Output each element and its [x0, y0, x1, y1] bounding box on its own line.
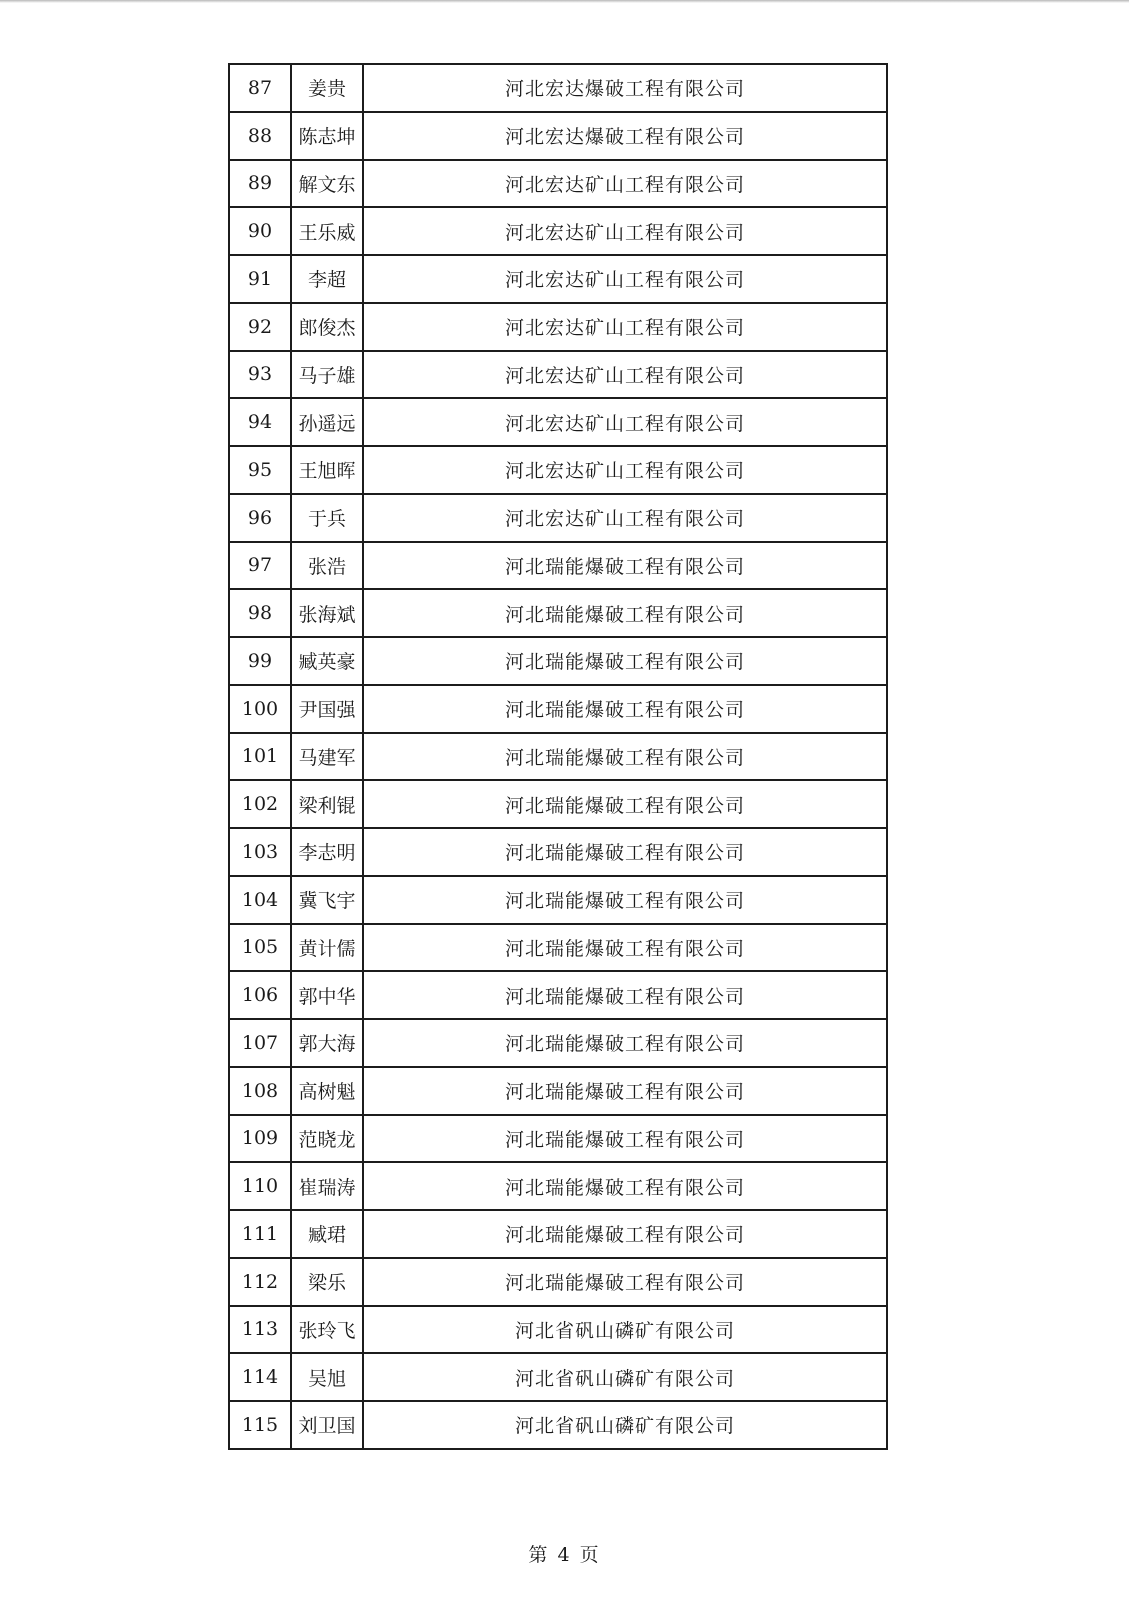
company-name: 河北省矾山磷矿有限公司	[363, 1353, 887, 1401]
person-name: 刘卫国	[291, 1401, 363, 1449]
row-number: 95	[229, 446, 291, 494]
row-number: 92	[229, 303, 291, 351]
table-row	[229, 112, 887, 160]
row-number: 104	[229, 876, 291, 924]
row-number: 94	[229, 398, 291, 446]
person-name: 王乐威	[291, 207, 363, 255]
page-number: 第 4 页	[528, 1544, 601, 1566]
company-name: 河北宏达矿山工程有限公司	[363, 398, 887, 446]
row-number: 103	[229, 828, 291, 876]
table-row	[229, 1401, 887, 1449]
person-name: 尹国强	[291, 685, 363, 733]
table-row	[229, 876, 887, 924]
table-row	[229, 542, 887, 590]
person-name: 梁乐	[291, 1258, 363, 1306]
person-name: 解文东	[291, 160, 363, 208]
table-row	[229, 398, 887, 446]
person-name: 王旭晖	[291, 446, 363, 494]
table-row	[229, 303, 887, 351]
table-row	[229, 351, 887, 399]
row-number: 88	[229, 112, 291, 160]
company-name: 河北瑞能爆破工程有限公司	[363, 1067, 887, 1115]
company-name: 河北宏达矿山工程有限公司	[363, 494, 887, 542]
person-name: 于兵	[291, 494, 363, 542]
company-name: 河北瑞能爆破工程有限公司	[363, 780, 887, 828]
row-number: 115	[229, 1401, 291, 1449]
person-name: 马建军	[291, 733, 363, 781]
table-row	[229, 1210, 887, 1258]
roster-table	[228, 63, 888, 1450]
company-name: 河北宏达爆破工程有限公司	[363, 112, 887, 160]
row-number: 111	[229, 1210, 291, 1258]
table-row	[229, 685, 887, 733]
table-row	[229, 733, 887, 781]
person-name: 冀飞宇	[291, 876, 363, 924]
row-number: 90	[229, 207, 291, 255]
company-name: 河北瑞能爆破工程有限公司	[363, 733, 887, 781]
row-number: 91	[229, 255, 291, 303]
row-number: 106	[229, 971, 291, 1019]
company-name: 河北宏达矿山工程有限公司	[363, 446, 887, 494]
company-name: 河北宏达矿山工程有限公司	[363, 207, 887, 255]
person-name: 孙遥远	[291, 398, 363, 446]
person-name: 高树魁	[291, 1067, 363, 1115]
roster-body	[229, 64, 887, 1449]
person-name: 郭大海	[291, 1019, 363, 1067]
company-name: 河北瑞能爆破工程有限公司	[363, 828, 887, 876]
row-number: 108	[229, 1067, 291, 1115]
table-row	[229, 1353, 887, 1401]
row-number: 98	[229, 589, 291, 637]
person-name: 张海斌	[291, 589, 363, 637]
company-name: 河北瑞能爆破工程有限公司	[363, 971, 887, 1019]
company-name: 河北宏达矿山工程有限公司	[363, 255, 887, 303]
company-name: 河北宏达矿山工程有限公司	[363, 303, 887, 351]
row-number: 110	[229, 1162, 291, 1210]
table-row	[229, 494, 887, 542]
person-name: 陈志坤	[291, 112, 363, 160]
company-name: 河北瑞能爆破工程有限公司	[363, 685, 887, 733]
person-name: 郎俊杰	[291, 303, 363, 351]
company-name: 河北瑞能爆破工程有限公司	[363, 589, 887, 637]
company-name: 河北宏达矿山工程有限公司	[363, 160, 887, 208]
person-name: 黄计儒	[291, 924, 363, 972]
row-number: 96	[229, 494, 291, 542]
company-name: 河北省矾山磷矿有限公司	[363, 1401, 887, 1449]
company-name: 河北瑞能爆破工程有限公司	[363, 637, 887, 685]
table-row	[229, 971, 887, 1019]
table-row	[229, 924, 887, 972]
table-row	[229, 160, 887, 208]
table-row	[229, 1115, 887, 1163]
row-number: 105	[229, 924, 291, 972]
table-row	[229, 828, 887, 876]
person-name: 张玲飞	[291, 1306, 363, 1354]
row-number: 107	[229, 1019, 291, 1067]
row-number: 93	[229, 351, 291, 399]
person-name: 臧珺	[291, 1210, 363, 1258]
row-number: 100	[229, 685, 291, 733]
scan-edge	[0, 0, 1129, 3]
table-row	[229, 1019, 887, 1067]
table-row	[229, 1162, 887, 1210]
table-row	[229, 589, 887, 637]
person-name: 吴旭	[291, 1353, 363, 1401]
person-name: 崔瑞涛	[291, 1162, 363, 1210]
person-name: 马子雄	[291, 351, 363, 399]
table-row	[229, 64, 887, 112]
row-number: 112	[229, 1258, 291, 1306]
person-name: 姜贵	[291, 64, 363, 112]
person-name: 范晓龙	[291, 1115, 363, 1163]
person-name: 李超	[291, 255, 363, 303]
table-row	[229, 1306, 887, 1354]
company-name: 河北宏达爆破工程有限公司	[363, 64, 887, 112]
row-number: 102	[229, 780, 291, 828]
table-row	[229, 1258, 887, 1306]
person-name: 臧英豪	[291, 637, 363, 685]
company-name: 河北瑞能爆破工程有限公司	[363, 1162, 887, 1210]
row-number: 101	[229, 733, 291, 781]
row-number: 99	[229, 637, 291, 685]
company-name: 河北瑞能爆破工程有限公司	[363, 1210, 887, 1258]
company-name: 河北瑞能爆破工程有限公司	[363, 1115, 887, 1163]
table-row	[229, 1067, 887, 1115]
table-row	[229, 780, 887, 828]
company-name: 河北瑞能爆破工程有限公司	[363, 1019, 887, 1067]
company-name: 河北瑞能爆破工程有限公司	[363, 876, 887, 924]
company-name: 河北瑞能爆破工程有限公司	[363, 924, 887, 972]
table-row	[229, 637, 887, 685]
row-number: 87	[229, 64, 291, 112]
person-name: 郭中华	[291, 971, 363, 1019]
row-number: 113	[229, 1306, 291, 1354]
table-row	[229, 255, 887, 303]
table-row	[229, 446, 887, 494]
person-name: 李志明	[291, 828, 363, 876]
row-number: 114	[229, 1353, 291, 1401]
company-name: 河北瑞能爆破工程有限公司	[363, 542, 887, 590]
row-number: 97	[229, 542, 291, 590]
company-name: 河北宏达矿山工程有限公司	[363, 351, 887, 399]
person-name: 梁利锟	[291, 780, 363, 828]
company-name: 河北省矾山磷矿有限公司	[363, 1306, 887, 1354]
row-number: 109	[229, 1115, 291, 1163]
company-name: 河北瑞能爆破工程有限公司	[363, 1258, 887, 1306]
row-number: 89	[229, 160, 291, 208]
table-row	[229, 207, 887, 255]
person-name: 张浩	[291, 542, 363, 590]
